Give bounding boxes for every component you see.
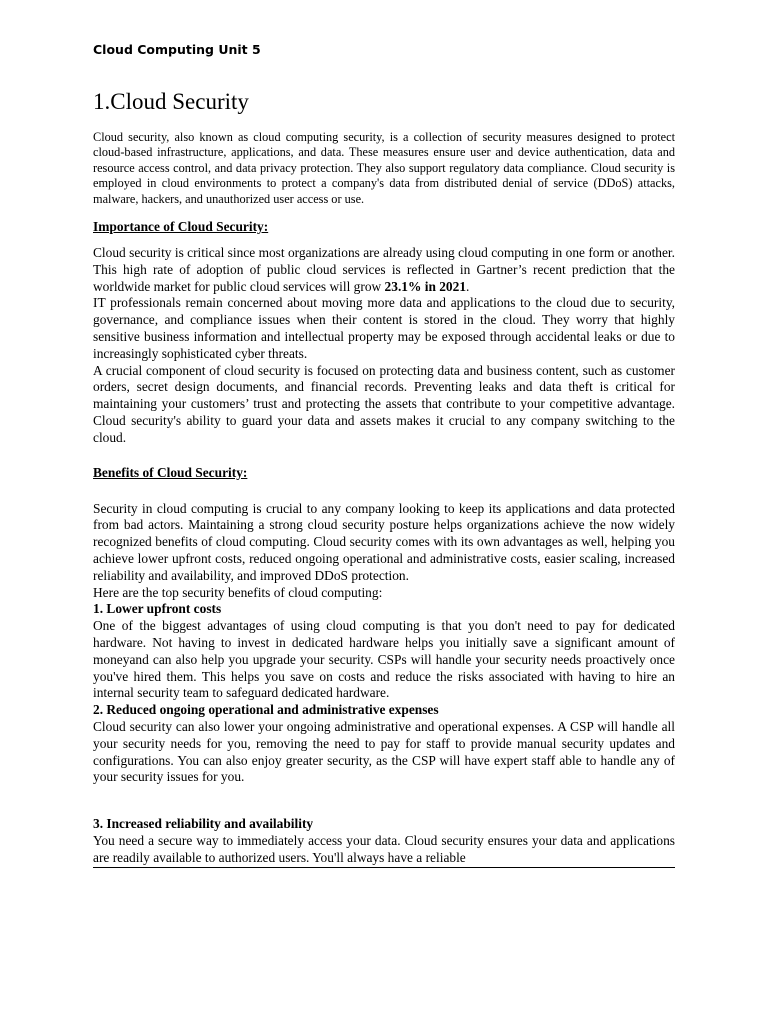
importance-heading: Importance of Cloud Security: bbox=[93, 219, 269, 235]
benefit-heading-reliability: 3. Increased reliability and availability bbox=[93, 816, 314, 832]
market-growth-figure: 23.1% in 2021 bbox=[384, 278, 467, 294]
benefits-paragraph-1: Security in cloud computing is crucial to any company looking to keep its applications and data protected from bad actors. Maintaining a strong cloud security posture helps organizations achieve the now widely recognized benefits of cloud computing. Cloud security comes with its own advantages as well, helping you achieve lower upfront costs, reduced ongoing operational and administrative costs, easier scaling, increased reliability and availability, and improved DDoS protection. bbox=[93, 500, 675, 583]
importance-paragraph-2: IT professionals remain concerned about moving more data and applications to the cloud due to security, governance, and compliance issues when their content is stored in the cloud. They worry that highly sensitive business information and intellectual property may be exposed through accidental leaks or due to increasingly sophisticated cyber threats. bbox=[93, 295, 675, 361]
importance-p1-end: . bbox=[466, 278, 470, 294]
benefit-text-reliability: You need a secure way to immediately access your data. Cloud security ensures your data and applications are readily available to authorized users. You'll always have a reliable bbox=[93, 833, 675, 868]
running-header: Cloud Computing Unit 5 bbox=[93, 42, 261, 57]
benefit-heading-reduced-expenses: 2. Reduced ongoing operational and administrative expenses bbox=[93, 702, 439, 718]
benefit-text-lower-costs: One of the biggest advantages of using cloud computing is that you don't need to pay for dedicated hardware. Not having to invest in dedicated hardware helps you initially save a significant amount of moneyand can also help you upgrade your security. CSPs will handle your security needs proactively once you've hired them. This helps you save on costs and reduce the risks associated with having to hire an internal security team to safeguard dedicated hardware. bbox=[93, 618, 675, 701]
importance-paragraph-1 bbox=[93, 245, 675, 295]
benefits-heading: Benefits of Cloud Security: bbox=[93, 464, 248, 480]
intro-paragraph: Cloud security, also known as cloud computing security, is a collection of security measures designed to protect cloud-based infrastructure, applications, and data. These measures ensure user and device authentication, data and resource access control, and data privacy protection. They also support regulatory data compliance. Cloud security is employed in cloud environments to protect a company's data from distributed denial of service (DDoS) attacks, malware, hackers, and unauthorized user access or use. bbox=[93, 130, 675, 206]
page-title: 1.Cloud Security bbox=[93, 89, 249, 114]
importance-paragraph-3: A crucial component of cloud security is focused on protecting data and business content, such as customer orders, secret design documents, and financial records. Preventing leaks and data theft is critical for maintaining your customers’ trust and protecting the assets that contribute to your competitive advantage. Cloud security's ability to guard your data and assets makes it crucial to any company switching to the cloud. bbox=[93, 362, 675, 445]
benefits-paragraph-2: Here are the top security benefits of cloud computing: bbox=[93, 584, 383, 600]
benefit-heading-lower-costs: 1. Lower upfront costs bbox=[93, 601, 222, 617]
benefit-text-reduced-expenses: Cloud security can also lower your ongoing administrative and operational expenses. A CSP will handle all your security needs for you, removing the need to pay for staff to provide manual security updates and configurations. You can also enjoy greater security, as the CSP will have expert staff able to handle any of your security issues for you. bbox=[93, 718, 675, 785]
importance-p1-text: Cloud security is critical since most organizations are already using cloud computing in one form or another. This high rate of adoption of public cloud services is reflected in Gartner’s recent prediction that the worldwide market for public cloud services will grow bbox=[93, 245, 675, 294]
